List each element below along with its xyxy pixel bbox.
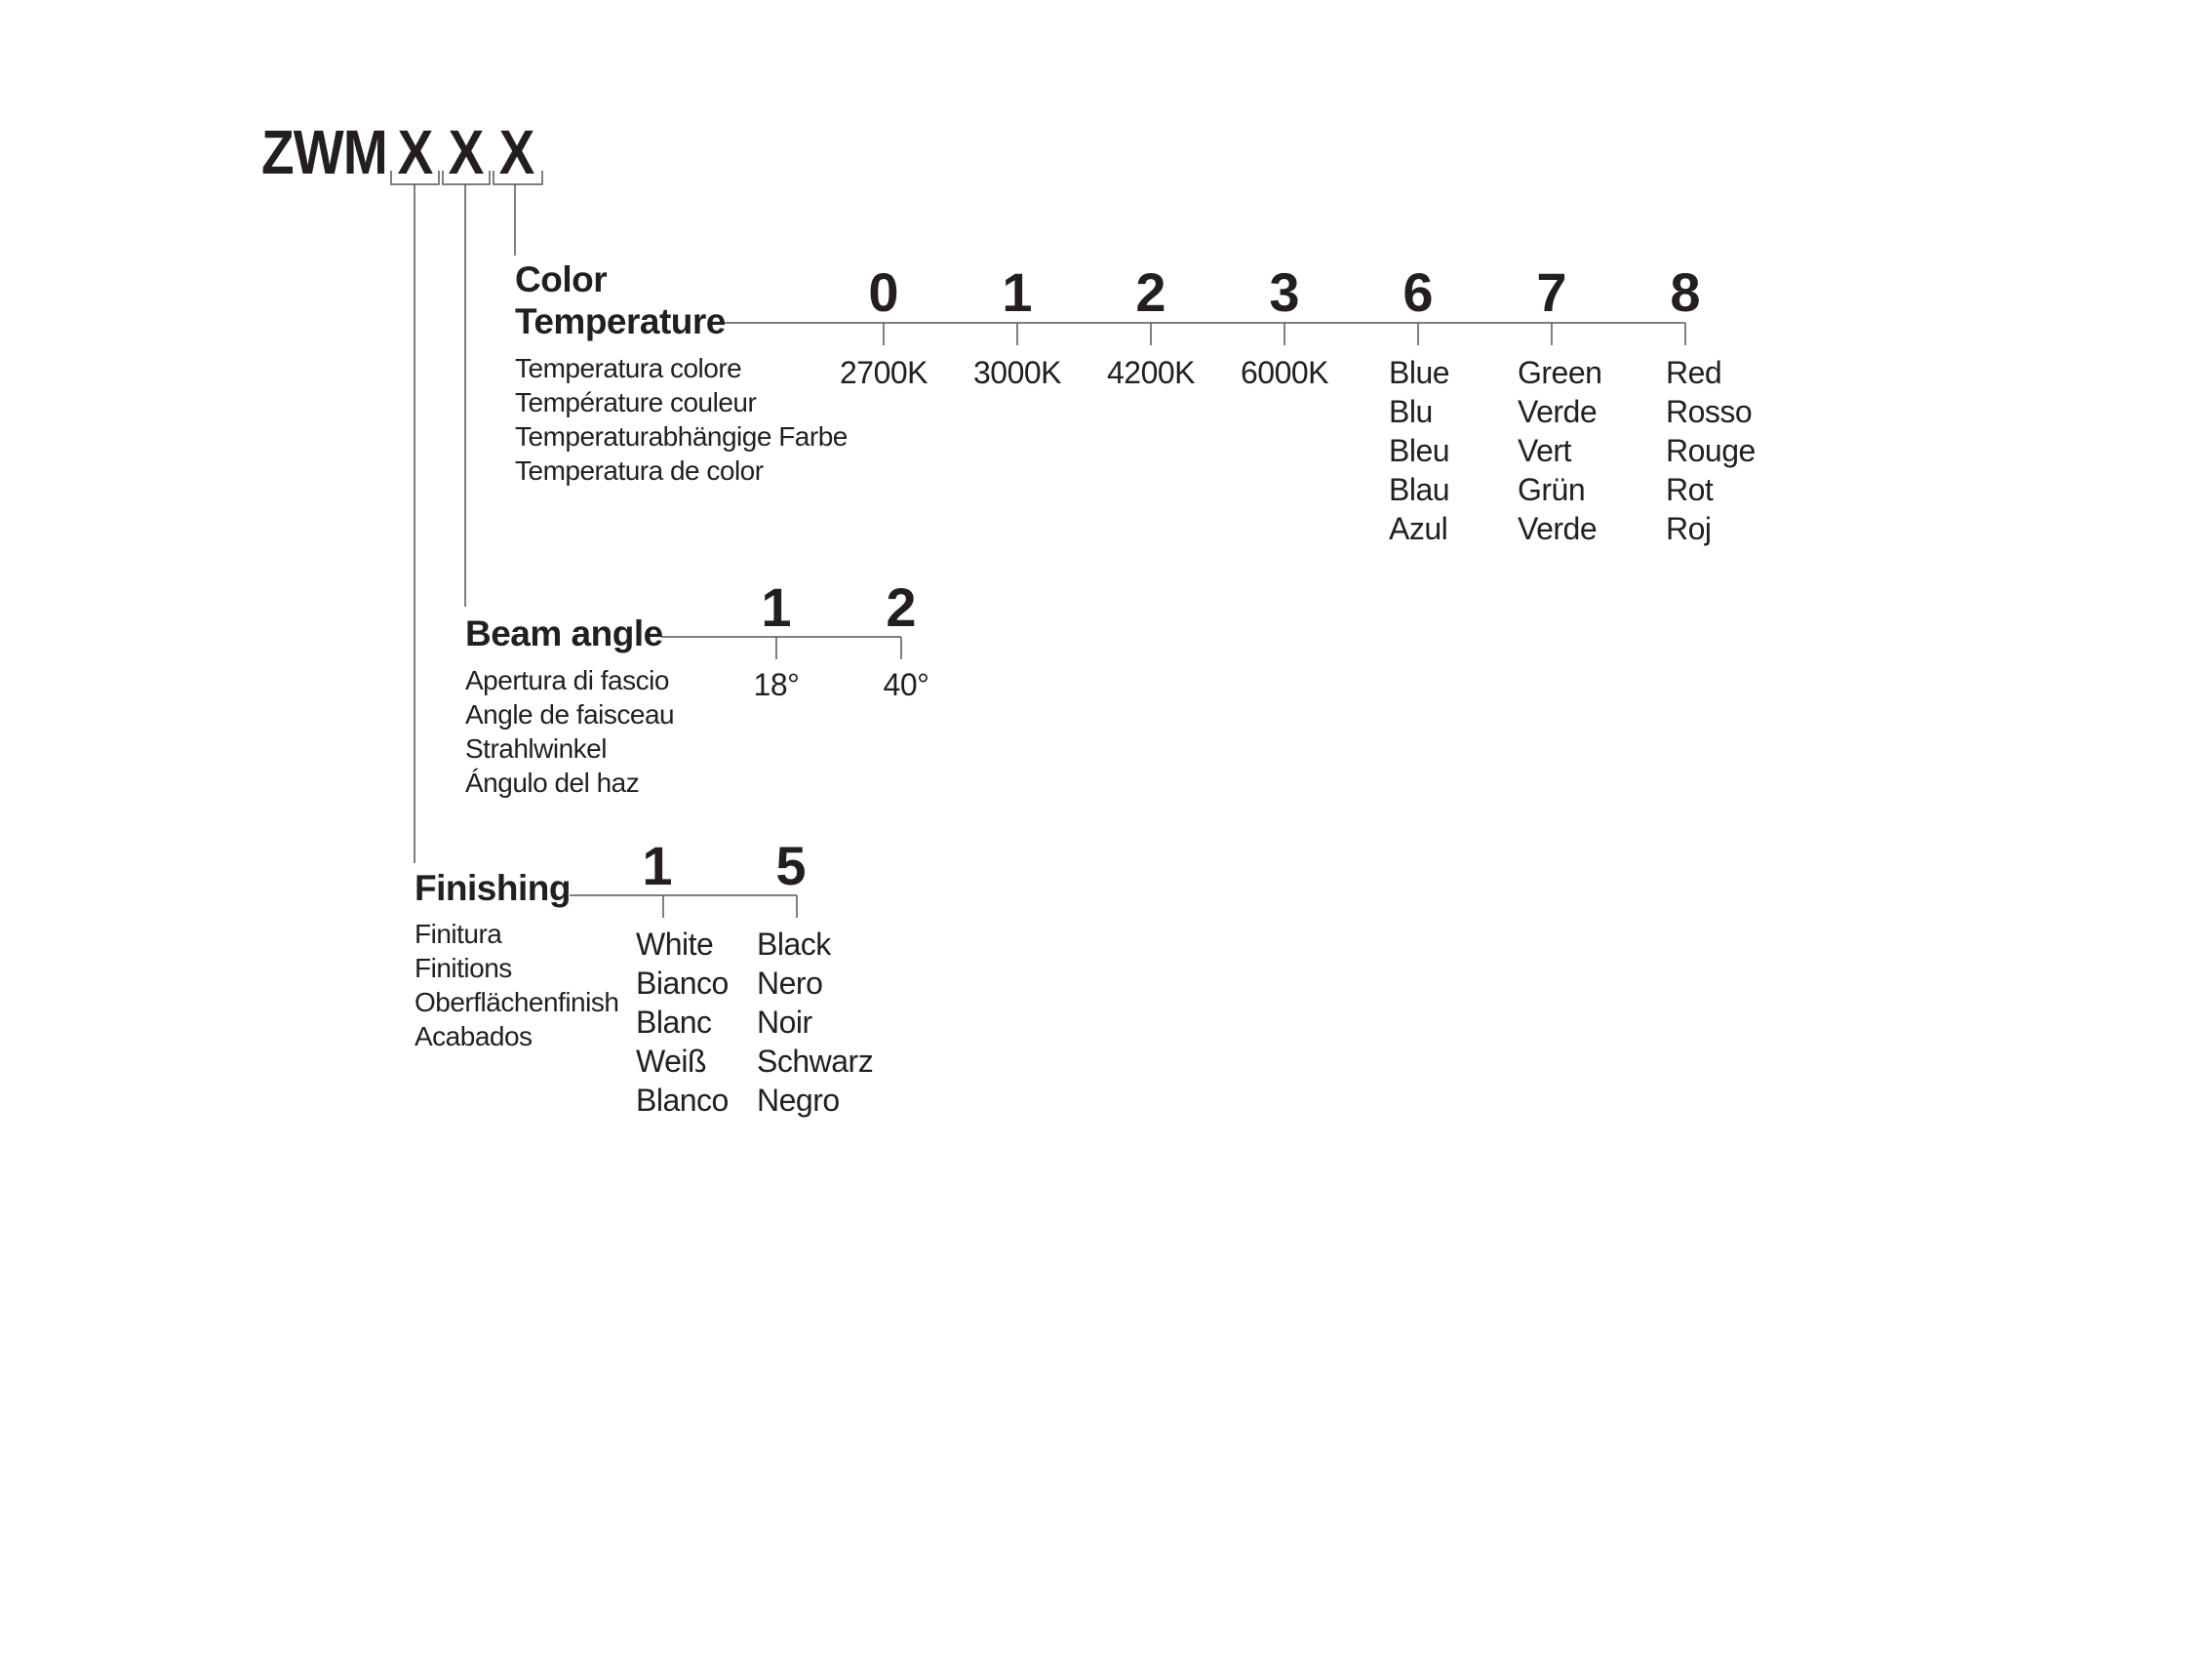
color-temp-option [1102,353,1200,392]
translation: Oberflächenfinish [415,987,619,1017]
color-temp-digit: 1 [1002,261,1033,323]
finishing-digit: 5 [775,835,807,896]
option-label: 2700K [839,355,928,390]
option-label: Nero [757,966,823,1001]
color-temp-digit: 7 [1536,261,1567,323]
color-temp-digit: 8 [1670,261,1701,323]
color-temp-option [835,353,932,392]
beam-angle-digit: 2 [886,576,917,638]
color-temperature-title [515,258,726,342]
option-label: Blue [1389,355,1450,390]
color-temp-option [968,353,1066,392]
option-label: Red [1666,355,1722,390]
translation: Strahlwinkel [465,733,607,764]
option-label: 4200K [1106,355,1196,390]
beam-angle-digit: 1 [761,576,792,638]
option-label: Green [1518,355,1602,390]
option-label: 18° [753,667,800,702]
translation: Temperaturabhängige Farbe [515,421,848,452]
color-temperature-title-line2: Temperature [515,301,726,341]
option-label: Roj [1666,511,1712,546]
beam-angle-translations [465,663,674,800]
option-label: Blu [1389,394,1433,429]
option-label: Bleu [1389,433,1450,468]
option-label: Negro [757,1083,840,1118]
color-temp-option-red [1666,353,1756,548]
option-label: Schwarz [757,1044,874,1079]
beam-angle-option [737,665,815,704]
option-label: Verde [1518,394,1598,429]
color-temperature-translations [515,351,848,488]
option-label: Rot [1666,472,1714,507]
finishing-digit: 1 [642,835,673,896]
translation: Température couleur [515,387,757,417]
option-label: Blanc [636,1005,712,1040]
translation: Acabados [415,1021,533,1051]
option-label: Noir [757,1005,812,1040]
code-placeholder-color-temperature: X [498,117,535,187]
color-temp-digit: 0 [868,261,899,323]
beam-angle-option [867,665,945,704]
option-label: White [636,927,714,962]
translation: Angle de faisceau [465,699,675,730]
option-label: Weiß [636,1044,707,1079]
option-label: Rosso [1666,394,1753,429]
finishing-option-black [757,925,873,1120]
translation: Finitura [415,919,502,949]
option-label: Vert [1518,433,1571,468]
code-prefix: ZWM [261,117,387,187]
option-label: Blau [1389,472,1450,507]
option-label: Black [757,927,831,962]
option-label: Grün [1518,472,1586,507]
color-temp-option-blue [1389,353,1449,548]
code-placeholder-beam-angle: X [448,117,485,187]
option-label: Bianco [636,966,729,1001]
option-label: 40° [883,667,929,702]
option-label: Blanco [636,1083,729,1118]
option-label: 3000K [972,355,1062,390]
color-temp-option [1236,353,1333,392]
color-temp-digit: 3 [1269,261,1300,323]
translation: Temperatura colore [515,353,742,383]
color-temp-digit: 6 [1402,261,1434,323]
color-temp-digit: 2 [1135,261,1166,323]
color-temp-option-green [1518,353,1601,548]
translation: Temperatura de color [515,455,764,486]
option-label: Azul [1389,511,1448,546]
finishing-option-white [636,925,729,1120]
color-temperature-title-line1: Color [515,259,608,299]
code-placeholder-finishing: X [397,117,434,187]
translation: Apertura di fascio [465,665,669,695]
beam-angle-title: Beam angle [465,613,663,653]
option-label: Verde [1518,511,1598,546]
finishing-title: Finishing [415,868,571,908]
option-label: Rouge [1666,433,1756,468]
option-label: 6000K [1240,355,1329,390]
translation: Finitions [415,953,512,983]
finishing-translations [415,917,618,1053]
translation: Ángulo del haz [465,768,640,798]
